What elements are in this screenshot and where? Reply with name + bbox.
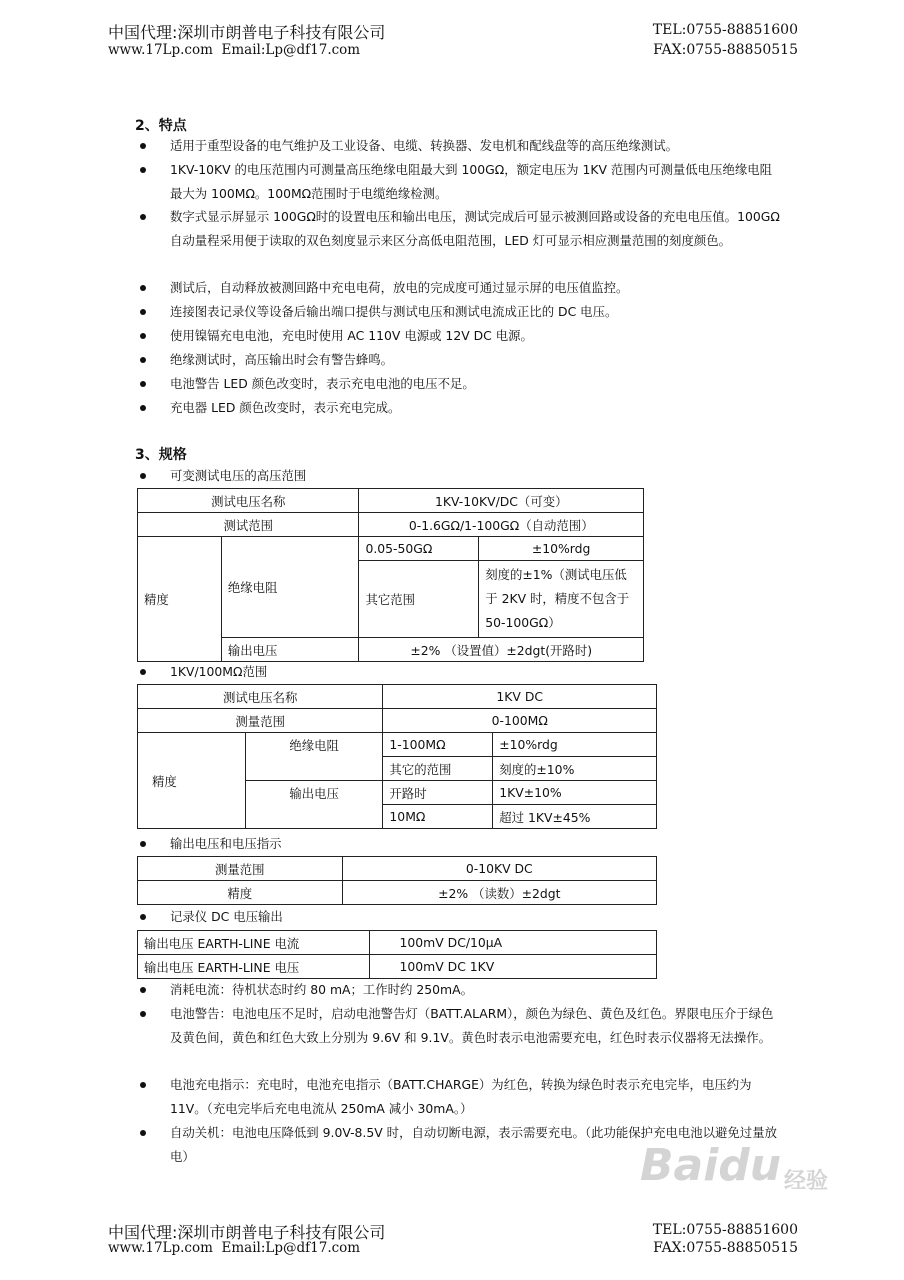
specs-heading: 3、规格: [135, 447, 187, 463]
bullet-icon: [140, 167, 146, 173]
feature-item: 数字式显示屏显示 100GΩ时的设置电压和输出电压，测试完成后可显示被测回路或设备的充电电压值。100GΩ自动量程采用便于读取的双色刻度显示来区分高低电阻范围，LED 灯可显示相应测量范围的刻度颜色。: [140, 205, 780, 253]
table-row: 精度 ±2% （读数）±2dgt: [138, 881, 657, 905]
table-row: 输出电压 ±2% （设置值）±2dgt(开路时): [138, 638, 644, 662]
table-row: 其它范围 刻度的±1%（测试电压低于 2KV 时，精度不包含于 50-100GΩ）: [138, 561, 644, 638]
table-row: 测试电压名称 1KV DC: [138, 685, 657, 709]
bullet-icon: [140, 987, 146, 993]
table-row: 测试电压名称 1KV-10KV/DC（可变）: [138, 489, 644, 513]
company-name: 中国代理:深圳市朗普电子科技有限公司: [108, 23, 386, 42]
table-row: 测试范围 0-1.6GΩ/1-100GΩ（自动范围）: [138, 513, 644, 537]
table-row: 精度 绝缘电阻 0.05-50GΩ ±10%rdg: [138, 537, 644, 561]
phone-number: TEL:0755-88851600: [652, 1222, 798, 1238]
bullet-icon: [140, 357, 146, 363]
baidu-watermark: Baidu: [640, 1140, 782, 1191]
table-caption: 记录仪 DC 电压输出: [140, 905, 780, 929]
spec-table-high-voltage: [137, 488, 644, 662]
bullet-icon: [140, 1082, 146, 1088]
feature-item: 适用于重型设备的电气维护及工业设备、电缆、转换器、发电机和配线盘等的高压绝缘测试。: [140, 134, 780, 158]
phone-number: TEL:0755-88851600: [652, 22, 798, 38]
table-caption: 1KV/100MΩ范围: [140, 660, 780, 684]
spec-table-1kv: [137, 684, 657, 829]
bullet-icon: [140, 1130, 146, 1136]
bullet-icon: [140, 381, 146, 387]
company-name: 中国代理:深圳市朗普电子科技有限公司: [108, 1223, 386, 1242]
bullet-icon: [140, 1011, 146, 1017]
page-header: [108, 20, 798, 60]
bullet-icon: [140, 285, 146, 291]
feature-item: 电池警告 LED 颜色改变时，表示充电电池的电压不足。: [140, 372, 780, 396]
bullet-icon: [140, 405, 146, 411]
feature-item: 充电器 LED 颜色改变时，表示充电完成。: [140, 396, 780, 420]
features-heading: 2、特点: [135, 118, 187, 134]
web-email: www.17Lp.com Email:Lp@df17.com: [108, 42, 361, 58]
spec-table-output: [137, 856, 657, 905]
spec-note: 消耗电流：待机状态时约 80 mA；工作时约 250mA。: [140, 978, 780, 1002]
fax-number: FAX:0755-88850515: [653, 42, 798, 58]
fax-number: FAX:0755-88850515: [653, 1240, 798, 1256]
table-row: 测量范围 0-100MΩ: [138, 709, 657, 733]
table-caption: 输出电压和电压指示: [140, 832, 780, 856]
table-row: 输出电压 开路时 1KV±10%: [138, 781, 657, 805]
bullet-icon: [140, 473, 146, 479]
feature-item: 测试后，自动释放被测回路中充电电荷，放电的完成度可通过显示屏的电压值监控。: [140, 276, 780, 300]
bullet-icon: [140, 309, 146, 315]
table-row: 精度 绝缘电阻 1-100MΩ ±10%rdg: [138, 733, 657, 757]
watermark-suffix: 经验: [784, 1169, 829, 1194]
table-row: 输出电压 EARTH-LINE 电压 100mV DC 1KV: [138, 955, 657, 979]
bullet-icon: [140, 841, 146, 847]
table-row: 其它的范围 刻度的±10%: [138, 757, 657, 781]
bullet-icon: [140, 669, 146, 675]
table-row: 输出电压 EARTH-LINE 电流 100mV DC/10μA: [138, 931, 657, 955]
page-footer: [108, 1220, 798, 1260]
bullet-icon: [140, 214, 146, 220]
spec-note: 电池充电指示：充电时，电池充电指示（BATT.CHARGE）为红色，转换为绿色时表示充电完毕，电压约为 11V。（充电完毕后充电电流从 250mA 减小 30mA。）: [140, 1073, 780, 1121]
feature-item: 1KV-10KV 的电压范围内可测量高压绝缘电阻最大到 100GΩ，额定电压为 1KV 范围内可测量低电压绝缘电阻最大为 100MΩ。100MΩ范围时于电缆绝缘检测。: [140, 158, 780, 206]
bullet-icon: [140, 143, 146, 149]
feature-item: 连接图表记录仪等设备后输出端口提供与测试电压和测试电流成正比的 DC 电压。: [140, 300, 780, 324]
spec-note: 自动关机：电池电压降低到 9.0V-8.5V 时，自动切断电源，表示需要充电。（此功能保护充电电池以避免过量放电）: [140, 1121, 780, 1169]
table-row: 10MΩ 超过 1KV±45%: [138, 805, 657, 829]
spec-table-recorder: [137, 930, 657, 979]
web-email: www.17Lp.com Email:Lp@df17.com: [108, 1240, 361, 1256]
bullet-icon: [140, 333, 146, 339]
feature-item: 绝缘测试时，高压输出时会有警告蜂鸣。: [140, 348, 780, 372]
bullet-icon: [140, 914, 146, 920]
table-caption: 可变测试电压的高压范围: [140, 464, 780, 488]
table-row: 测量范围 0-10KV DC: [138, 857, 657, 881]
feature-item: 使用镍镉充电电池，充电时使用 AC 110V 电源或 12V DC 电源。: [140, 324, 780, 348]
spec-note: 电池警告：电池电压不足时，启动电池警告灯（BATT.ALARM），颜色为绿色、黄色及红色。界限电压介于绿色及黄色间，黄色和红色大致上分别为 9.6V 和 9.1V。黄色时表示电池需要充电，红色时表示仪器将无法操作。: [140, 1002, 780, 1050]
